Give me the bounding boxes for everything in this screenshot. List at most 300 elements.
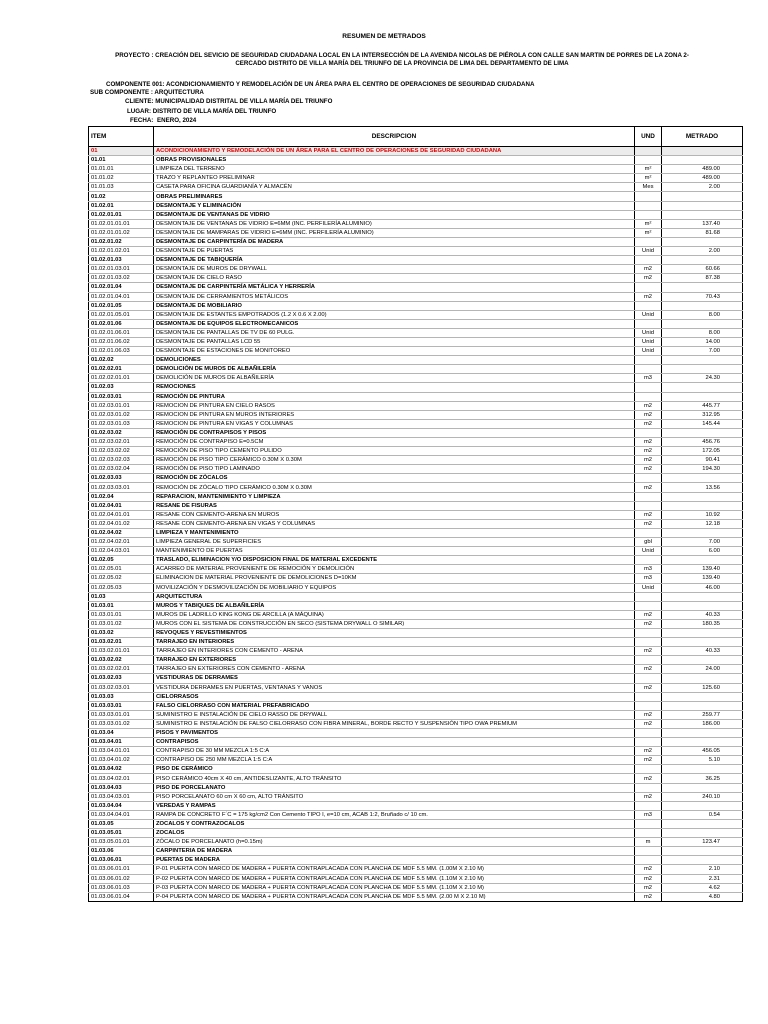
cell-descripcion: REMOCIÓN DE CONTRAPISO E=0.5CM: [154, 438, 635, 447]
cell-und: m²: [635, 228, 662, 237]
table-row: [89, 692, 743, 701]
table-row: [89, 810, 743, 819]
table-row: [89, 819, 743, 828]
cell-descripcion: REMOCIÓN DE PISO TIPO CEMENTO PULIDO: [154, 447, 635, 456]
cell-item: 01.02.01.04.01: [89, 292, 154, 301]
cell-und: m2: [635, 892, 662, 901]
table-row: [89, 583, 743, 592]
cell-item: 01.03.06.01.04: [89, 892, 154, 901]
cell-und: m2: [635, 710, 662, 719]
cell-descripcion: REMOCION DE PINTURA EN CIELO RASOS: [154, 401, 635, 410]
header-item: ITEM: [89, 127, 154, 147]
cell-und: m: [635, 838, 662, 847]
cell-item: 01.03.05.01.01: [89, 838, 154, 847]
cell-metrado: [662, 392, 743, 401]
cell-item: 01.02.03.01.03: [89, 419, 154, 428]
cell-item: 01.03.01.01: [89, 610, 154, 619]
cell-descripcion: SUMINISTRO E INSTALACIÓN DE CIELO RASSO DE DRYWALL: [154, 710, 635, 719]
cell-descripcion: OBRAS PRELIMINARES: [154, 192, 635, 201]
cell-descripcion: DESMONTAJE DE MUROS DE DRYWALL: [154, 265, 635, 274]
cell-und: m2: [635, 274, 662, 283]
cell-descripcion: DESMONTAJE DE CARPINTERÍA DE MADERA: [154, 237, 635, 246]
table-row: [89, 465, 743, 474]
cell-und: [635, 192, 662, 201]
table-row: [89, 374, 743, 383]
table-row: [89, 292, 743, 301]
cell-und: [635, 201, 662, 210]
cell-und: Unid: [635, 583, 662, 592]
cell-descripcion: CONTRAPISOS: [154, 738, 635, 747]
header-metrado: METRADO: [662, 127, 743, 147]
cell-item: 01.03.04.01: [89, 738, 154, 747]
cell-descripcion: ZOCALOS: [154, 829, 635, 838]
table-row: [89, 801, 743, 810]
table-row: [89, 892, 743, 901]
cell-item: 01.02.03.01.02: [89, 410, 154, 419]
cell-und: [635, 738, 662, 747]
table-row: [89, 210, 743, 219]
cell-descripcion: ZOCALOS Y CONTRAZOCALOS: [154, 819, 635, 828]
cell-metrado: [662, 638, 743, 647]
cell-und: m2: [635, 683, 662, 692]
table-row: [89, 265, 743, 274]
table-row: [89, 565, 743, 574]
cell-descripcion: CARPINTERIA DE MADERA: [154, 847, 635, 856]
cell-item: 01.02.01.06.02: [89, 337, 154, 346]
cell-item: 01.02.05: [89, 556, 154, 565]
location-label: LUGAR: DISTRITO DE VILLA MARÍA DEL TRIUNFO: [127, 108, 277, 115]
cell-item: 01.02.03.02.04: [89, 465, 154, 474]
cell-und: m2: [635, 719, 662, 728]
cell-descripcion: DESMONTAJE DE ESTACIONES DE MONITOREO: [154, 347, 635, 356]
cell-descripcion: MUROS DE LADRILLO KING KONG DE ARCILLA (A MÁQUINA): [154, 610, 635, 619]
cell-descripcion: MANTENIMIENTO DE PUERTAS: [154, 547, 635, 556]
cell-metrado: 60.66: [662, 265, 743, 274]
cell-item: 01.01.02: [89, 174, 154, 183]
cell-item: 01.03.02.02: [89, 656, 154, 665]
cell-item: 01.02.02.01: [89, 365, 154, 374]
cell-descripcion: SUMINISTRO E INSTALACIÓN DE FALSO CIELORRASO CON FIBRA MINERAL, BORDE RECTO Y SUSPENSIÓN TIPO OWA PREMIUM: [154, 719, 635, 728]
cell-metrado: 70.43: [662, 292, 743, 301]
cell-metrado: [662, 856, 743, 865]
table-row: [89, 365, 743, 374]
cell-und: [635, 592, 662, 601]
cell-item: 01.02.02.01.01: [89, 374, 154, 383]
cell-item: 01.02.01.06.01: [89, 328, 154, 337]
cell-descripcion: CONTRAPISO DE 250 MM MEZCLA 1:5 C:A: [154, 756, 635, 765]
cell-descripcion: LIMPIEZA GENERAL DE SUPERFICIES: [154, 538, 635, 547]
cell-descripcion: TRASLADO, ELIMINACION Y/O DISPOSICION FINAL DE MATERIAL EXCEDENTE: [154, 556, 635, 565]
cell-item: 01.02.01: [89, 201, 154, 210]
cell-metrado: [662, 628, 743, 637]
cell-item: 01.02.02: [89, 356, 154, 365]
cell-metrado: 2.31: [662, 874, 743, 883]
cell-item: 01.02.05.01: [89, 565, 154, 574]
cell-descripcion: REMOCIÓN DE PISO TIPO LAMINADO: [154, 465, 635, 474]
cell-metrado: 4.80: [662, 892, 743, 901]
cell-und: [635, 283, 662, 292]
cell-descripcion: REMOCIÓN DE ZÓCALO TIPO CERÁMICO 0.30M X 0.30M: [154, 483, 635, 492]
cell-metrado: 4.62: [662, 883, 743, 892]
table-row: [89, 519, 743, 528]
table-row: [89, 883, 743, 892]
cell-metrado: [662, 556, 743, 565]
cell-descripcion: DESMONTAJE DE ESTANTES EMPOTRADOS (1.2 X 0.6 X 2.00): [154, 310, 635, 319]
cell-descripcion: LIMPIEZA Y MANTENIMIENTO: [154, 528, 635, 537]
cell-descripcion: TARRAJEO EN INTERIORES CON CEMENTO - ARENA: [154, 647, 635, 656]
table-row: [89, 719, 743, 728]
cell-metrado: [662, 283, 743, 292]
cell-item: 01.02.04.02.01: [89, 538, 154, 547]
cell-metrado: 145.44: [662, 419, 743, 428]
cell-item: 01.03.03: [89, 692, 154, 701]
cell-metrado: 2.00: [662, 183, 743, 192]
cell-metrado: 489.00: [662, 174, 743, 183]
cell-und: m2: [635, 874, 662, 883]
cell-item: 01.03.02.01.01: [89, 647, 154, 656]
cell-item: 01.02.01.02.01: [89, 247, 154, 256]
cell-und: [635, 765, 662, 774]
cell-descripcion: ACARREO DE MATERIAL PROVENIENTE DE REMOCIÓN Y DEMOLICIÓN: [154, 565, 635, 574]
table-row: [89, 447, 743, 456]
cell-metrado: 87.38: [662, 274, 743, 283]
cell-metrado: 7.00: [662, 347, 743, 356]
cell-und: [635, 492, 662, 501]
cell-item: 01.02.04.01.02: [89, 519, 154, 528]
table-row: [89, 183, 743, 192]
cell-item: 01.03.05.01: [89, 829, 154, 838]
cell-item: 01.03.04.01.01: [89, 747, 154, 756]
cell-und: m2: [635, 774, 662, 783]
cell-metrado: 24.30: [662, 374, 743, 383]
cell-und: m2: [635, 292, 662, 301]
cell-und: m2: [635, 510, 662, 519]
cell-metrado: 172.05: [662, 447, 743, 456]
cell-descripcion: DESMONTAJE DE PANTALLAS LCD 55: [154, 337, 635, 346]
cell-metrado: [662, 237, 743, 246]
cell-item: 01.03.02: [89, 628, 154, 637]
cell-descripcion: DESMONTAJE DE EQUIPOS ELECTROMECANICOS: [154, 319, 635, 328]
cell-descripcion: DESMONTAJE DE VENTANAS DE VIDRIO E=6MM (INC. PERFILERÍA ALUMINIO): [154, 219, 635, 228]
table-row: [89, 674, 743, 683]
table-row: [89, 738, 743, 747]
cell-item: 01.03.06: [89, 847, 154, 856]
cell-metrado: [662, 365, 743, 374]
cell-metrado: 0.54: [662, 810, 743, 819]
client-label: CLIENTE: MUNICIPALIDAD DISTRITAL DE VILLA MARÍA DEL TRIUNFO: [125, 98, 333, 105]
table-row: [89, 538, 743, 547]
cell-item: 01.02.01.03.02: [89, 274, 154, 283]
cell-descripcion: RESANE CON CEMENTO-ARENA EN VIGAS Y COLUMNAS: [154, 519, 635, 528]
cell-und: m2: [635, 483, 662, 492]
cell-descripcion: MUROS Y TABIQUES DE ALBAÑILERÍA: [154, 601, 635, 610]
table-row: [89, 356, 743, 365]
cell-item: 01.02.01.06.03: [89, 347, 154, 356]
table-row: [89, 792, 743, 801]
cell-und: [635, 156, 662, 165]
cell-und: [635, 392, 662, 401]
cell-metrado: 24.00: [662, 665, 743, 674]
cell-und: [635, 819, 662, 828]
cell-descripcion: REMOCIÓN DE PINTURA: [154, 392, 635, 401]
cell-item: 01.02.04.01.01: [89, 510, 154, 519]
cell-item: 01.03.06.01.03: [89, 883, 154, 892]
cell-descripcion: P-04 PUERTA CON MARCO DE MADERA + PUERTA CONTRAPLACADA CON PLANCHA DE MDF 5.5 MM. (2.00 M X 2.10 M): [154, 892, 635, 901]
table-row: [89, 729, 743, 738]
table-row: [89, 174, 743, 183]
table-header-row: [89, 127, 743, 147]
cell-metrado: [662, 729, 743, 738]
table-row: [89, 401, 743, 410]
cell-und: m2: [635, 747, 662, 756]
cell-item: 01.03.05: [89, 819, 154, 828]
cell-metrado: 312.95: [662, 410, 743, 419]
cell-item: 01.03.06.01: [89, 856, 154, 865]
cell-metrado: [662, 147, 743, 156]
cell-metrado: [662, 701, 743, 710]
cell-descripcion: VESTIDURA DERRAMES EN PUERTAS, VENTANAS Y VANOS: [154, 683, 635, 692]
cell-und: m2: [635, 865, 662, 874]
cell-descripcion: CONTRAPISO DE 30 MM MEZCLA 1:5 C:A: [154, 747, 635, 756]
cell-metrado: [662, 256, 743, 265]
cell-und: m²: [635, 165, 662, 174]
cell-descripcion: DESMONTAJE DE CARPINTERÍA METÁLICA Y HERRERÍA: [154, 283, 635, 292]
table-row: [89, 865, 743, 874]
cell-item: 01.02.03.03.01: [89, 483, 154, 492]
cell-item: 01.03.04: [89, 729, 154, 738]
cell-item: 01.01.01: [89, 165, 154, 174]
project-line-1: PROYECTO : CREACIÓN DEL SEVICIO DE SEGURIDAD CIUDADANA LOCAL EN LA INTERSECCIÓN DE LA AVENIDA NICOLAS DE PIÉROLA CON CALLE SAN MARTIN DE PORRES DE LA ZONA 2-: [115, 52, 689, 59]
cell-metrado: 456.76: [662, 438, 743, 447]
cell-descripcion: DEMOLICIONES: [154, 356, 635, 365]
cell-metrado: 14.00: [662, 337, 743, 346]
cell-item: 01.03.04.04.01: [89, 810, 154, 819]
cell-item: 01.02.03.02.02: [89, 447, 154, 456]
cell-und: m2: [635, 665, 662, 674]
cell-descripcion: DEMOLICIÓN DE MUROS DE ALBAÑILERÍA: [154, 365, 635, 374]
table-row: [89, 310, 743, 319]
cell-descripcion: DESMONTAJE Y ELIMINACIÓN: [154, 201, 635, 210]
table-row: [89, 574, 743, 583]
cell-item: 01.03.04.03: [89, 783, 154, 792]
table-row: [89, 147, 743, 156]
cell-und: [635, 528, 662, 537]
cell-item: 01.03.04.01.02: [89, 756, 154, 765]
cell-item: 01.03.04.03.01: [89, 792, 154, 801]
cell-item: 01.02.03.02.03: [89, 456, 154, 465]
cell-und: [635, 701, 662, 710]
table-row: [89, 619, 743, 628]
table-body: [89, 147, 743, 902]
cell-descripcion: PISO DE CERÁMICO: [154, 765, 635, 774]
table-row: [89, 219, 743, 228]
cell-metrado: 2.00: [662, 247, 743, 256]
cell-metrado: 194.30: [662, 465, 743, 474]
cell-descripcion: CASETA PARA OFICINA GUARDIANÍA Y ALMACÉN: [154, 183, 635, 192]
cell-descripcion: REMOCIONES: [154, 383, 635, 392]
cell-item: 01.02.01.01: [89, 210, 154, 219]
date-label: FECHA:: [130, 117, 154, 124]
cell-metrado: [662, 492, 743, 501]
cell-metrado: [662, 765, 743, 774]
cell-item: 01.02.04.02: [89, 528, 154, 537]
header-descripcion: DESCRIPCION: [154, 127, 635, 147]
cell-item: 01.02.03.01: [89, 392, 154, 401]
table-row: [89, 337, 743, 346]
cell-und: m²: [635, 174, 662, 183]
table-row: [89, 601, 743, 610]
table-row: [89, 428, 743, 437]
cell-descripcion: P-01 PUERTA CON MARCO DE MADERA + PUERTA CONTRAPLACADA CON PLANCHA DE MDF 5.5 MM. (1.00M X 2.10 M): [154, 865, 635, 874]
table-row: [89, 347, 743, 356]
cell-metrado: 6.00: [662, 547, 743, 556]
cell-metrado: [662, 201, 743, 210]
table-row: [89, 438, 743, 447]
cell-metrado: 40.33: [662, 610, 743, 619]
table-row: [89, 228, 743, 237]
cell-descripcion: REMOCION DE PINTURA EN MUROS INTERIORES: [154, 410, 635, 419]
cell-metrado: 2.10: [662, 865, 743, 874]
table-row: [89, 547, 743, 556]
cell-descripcion: P-03 PUERTA CON MARCO DE MADERA + PUERTA CONTRAPLACADA CON PLANCHA DE MDF 5.5 MM. (1.10M X 2.10 M): [154, 883, 635, 892]
cell-descripcion: RESANE DE FISURAS: [154, 501, 635, 510]
cell-metrado: [662, 156, 743, 165]
cell-descripcion: DESMONTAJE DE MOBILIARIO: [154, 301, 635, 310]
table-row: [89, 701, 743, 710]
cell-metrado: 8.00: [662, 328, 743, 337]
table-row: [89, 474, 743, 483]
cell-und: Unid: [635, 310, 662, 319]
cell-und: [635, 601, 662, 610]
cell-descripcion: MOVILIZACIÓN Y DESMOVILIZACIÓN DE MOBILIARIO Y EQUIPOS: [154, 583, 635, 592]
table-row: [89, 829, 743, 838]
table-row: [89, 592, 743, 601]
cell-descripcion: DESMONTAJE DE MAMPARAS DE VIDRIO E=6MM (INC. PERFILERÍA ALUMINIO): [154, 228, 635, 237]
metrados-table: [88, 126, 743, 902]
cell-descripcion: ACONDICIONAMIENTO Y REMODELACIÓN DE UN ÁREA PARA EL CENTRO DE OPERACIONES DE SEGURIDAD CIUDADANA: [154, 147, 635, 156]
cell-und: Unid: [635, 247, 662, 256]
cell-descripcion: LIMPIEZA DEL TERRENO: [154, 165, 635, 174]
cell-item: 01.03.02.01: [89, 638, 154, 647]
project-description: [112, 52, 692, 68]
table-row: [89, 710, 743, 719]
cell-und: m2: [635, 519, 662, 528]
cell-metrado: 46.00: [662, 583, 743, 592]
cell-und: [635, 301, 662, 310]
cell-descripcion: PISOS Y PAVIMENTOS: [154, 729, 635, 738]
cell-und: [635, 801, 662, 810]
cell-und: [635, 501, 662, 510]
table-row: [89, 383, 743, 392]
table-row: [89, 610, 743, 619]
cell-metrado: 40.33: [662, 647, 743, 656]
cell-und: m2: [635, 265, 662, 274]
cell-und: m²: [635, 219, 662, 228]
cell-item: 01.02: [89, 192, 154, 201]
table-row: [89, 247, 743, 256]
cell-und: [635, 356, 662, 365]
cell-item: 01.02.01.03.01: [89, 265, 154, 274]
cell-descripcion: DESMONTAJE DE TABIQUERÍA: [154, 256, 635, 265]
cell-descripcion: DESMONTAJE DE CERRAMIENTOS METÁLICOS: [154, 292, 635, 301]
header-und: UND: [635, 127, 662, 147]
table-row: [89, 783, 743, 792]
table-row: [89, 528, 743, 537]
cell-und: [635, 656, 662, 665]
cell-item: 01.03.02.03: [89, 674, 154, 683]
cell-metrado: [662, 656, 743, 665]
cell-descripcion: FALSO CIELORRASO CON MATERIAL PREFABRICADO: [154, 701, 635, 710]
subcomponent-label: SUB COMPONENTE : ARQUITECTURA: [90, 89, 204, 96]
cell-und: [635, 210, 662, 219]
table-row: [89, 874, 743, 883]
cell-descripcion: ARQUITECTURA: [154, 592, 635, 601]
table-row: [89, 774, 743, 783]
cell-descripcion: VESTIDURAS DE DERRAMES: [154, 674, 635, 683]
cell-metrado: [662, 738, 743, 747]
cell-descripcion: PISO CERÁMICO 40cm X 40 cm, ANTIDESLIZANTE, ALTO TRÁNSITO: [154, 774, 635, 783]
cell-und: Unid: [635, 347, 662, 356]
cell-item: 01.03.01: [89, 601, 154, 610]
cell-und: [635, 256, 662, 265]
cell-descripcion: REPARACION, MANTENIMIENTO Y LIMPIEZA: [154, 492, 635, 501]
cell-metrado: 139.40: [662, 565, 743, 574]
cell-metrado: [662, 474, 743, 483]
table-row: [89, 274, 743, 283]
cell-und: [635, 847, 662, 856]
cell-item: 01.01.03: [89, 183, 154, 192]
cell-metrado: 259.77: [662, 710, 743, 719]
table-row: [89, 847, 743, 856]
cell-item: 01.03.04.04: [89, 801, 154, 810]
table-row: [89, 419, 743, 428]
cell-descripcion: REMOCIÓN DE CONTRAPISOS Y PISOS: [154, 428, 635, 437]
cell-metrado: [662, 528, 743, 537]
cell-item: 01.02.01.01.01: [89, 219, 154, 228]
cell-metrado: [662, 819, 743, 828]
cell-item: 01.02.01.05: [89, 301, 154, 310]
table-row: [89, 638, 743, 647]
cell-metrado: [662, 428, 743, 437]
cell-item: 01.02.01.06: [89, 319, 154, 328]
cell-metrado: [662, 356, 743, 365]
cell-metrado: [662, 592, 743, 601]
table-row: [89, 165, 743, 174]
cell-metrado: 8.00: [662, 310, 743, 319]
table-row: [89, 656, 743, 665]
cell-metrado: 36.25: [662, 774, 743, 783]
cell-item: 01.03.06.01.01: [89, 865, 154, 874]
cell-item: 01.02.01.03: [89, 256, 154, 265]
cell-metrado: [662, 829, 743, 838]
cell-item: 01.01: [89, 156, 154, 165]
table-row: [89, 556, 743, 565]
cell-descripcion: VEREDAS Y RAMPAS: [154, 801, 635, 810]
cell-und: [635, 692, 662, 701]
cell-descripcion: REMOCIÓN DE ZÓCALOS: [154, 474, 635, 483]
cell-und: m2: [635, 447, 662, 456]
cell-metrado: 186.00: [662, 719, 743, 728]
component-label: COMPONENTE 001: ACONDICIONAMIENTO Y REMODELACIÓN DE UN ÁREA PARA EL CENTRO DE OPERACIONES DE SEGURIDAD CIUDADANA: [106, 81, 535, 88]
table-row: [89, 647, 743, 656]
cell-descripcion: RESANE CON CEMENTO-ARENA EN MUROS: [154, 510, 635, 519]
cell-und: m2: [635, 883, 662, 892]
cell-descripcion: DESMONTAJE DE PANTALLAS DE TV DE 60 PULG.: [154, 328, 635, 337]
cell-item: 01.02.03.02: [89, 428, 154, 437]
project-line-2: CERCADO DISTRITO DE VILLA MARÍA DEL TRIUNFO DE LA PROVINCIA DE LIMA DEL DEPARTAMENTO DE LIMA: [235, 60, 569, 67]
cell-und: [635, 365, 662, 374]
cell-metrado: 456.05: [662, 747, 743, 756]
